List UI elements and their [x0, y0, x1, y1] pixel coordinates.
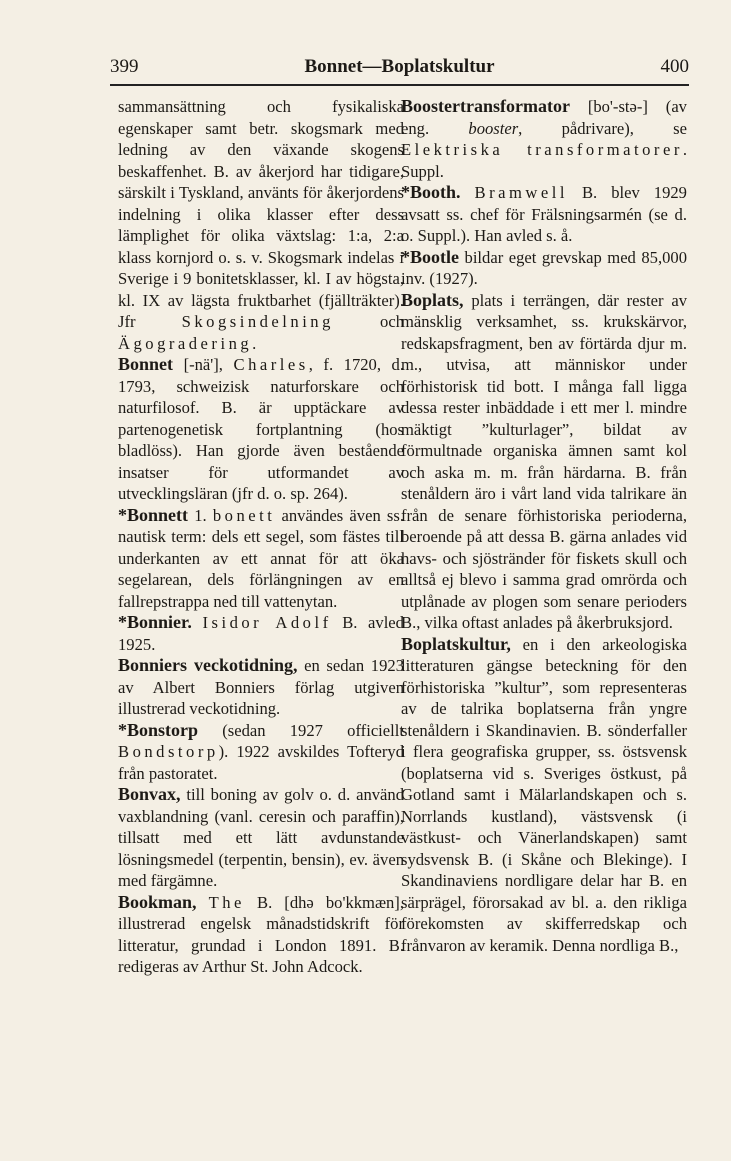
entry-boostertransformator: [401, 96, 687, 182]
entry-text: till boning av golv o. d. använd vaxblandning (vanl. ceresin och paraffin), tillsatt med ett lätt avdunstande lösningsmedel (terpentin, bensin), ev. även med färgämne.: [118, 785, 404, 890]
headword: *Bonnett: [118, 504, 189, 525]
right-column: [401, 96, 687, 956]
page-title: Bonnet—Boplatskultur: [304, 56, 495, 77]
entry-bonvax: [118, 784, 404, 892]
header-rule: [110, 84, 689, 86]
entry-bookman: [118, 892, 404, 978]
headword: Bonvax,: [118, 784, 181, 804]
entry-booth: [401, 182, 687, 247]
headword: Bookman,: [118, 891, 197, 912]
entry-text: 1.: [194, 505, 207, 525]
entry-boplatskultur: [401, 634, 687, 957]
entry-boplats: [401, 290, 687, 634]
cross-reference: Ägogradering: [118, 333, 253, 353]
entry-text: .: [252, 333, 257, 353]
pronunciation: [-nä'],: [183, 355, 223, 374]
entry-text: , pådrivare), se: [518, 118, 688, 138]
entry-text: en i den arkeologiska litteraturen gängse beteckning för den förhistoriska ”kultur”, som representeras av de talrika boplatserna från yngre stenåldern i Skandinavien. B. sönderfaller i flera geografiska grupper, ss. östsvensk (boplatserna vid s. Sveriges östkust, på Gotland samt i Mälarlandskapen och s. Norrlands kustland), västsvensk (i västkust- och Vänerlandskapen) samt sydsvensk B. (i Skåne och Blekinge). I Skandinaviens nordligare delar har B. en särprägel, förorsakad av bl. a. den rikliga förekomsten av skifferredskap och frånvaron av keramik. Denna nordliga B.,: [401, 634, 687, 955]
headword: *Bonstorp: [118, 719, 199, 740]
entry-text: plats i terrängen, där rester av mänsklig verksamhet, ss. krukskärvor, redskapsfragment, ben av förtärda djur m. m., utvisa, att människor under förhistorisk tid bott. I många fall ligga dessa rester inbäddade i ett mer l. mindre mäktigt ”kulturlager”, bildat av förmultnade organiska ämnen samt kol och aska m. m. från härdarna. B. från stenåldern äro i vårt land vida talrikare än från de senare förhistoriska perioderna, beroende på att dessa B. gärna anlades vid havs- och sjöstränder för fiskets skull och alltså ej blevo i samma grad omrörda och utplånade av plogen som senare perioders B., vilka oftast anlades på åkerbruksjord.: [401, 290, 687, 632]
entry-bonnet: [118, 354, 404, 505]
entry-text: (sedan 1927 officiellt: [222, 720, 404, 740]
entry-text: B. [dhə bo'kkmæn], illustrerad engelsk månadstidskrift för litteratur, grundad i London 1891. B. redigeras av Arthur St. John Adcock.: [118, 892, 404, 976]
entry-text: bildar eget grevskap med 85,000 inv. (1927).: [401, 247, 687, 288]
headword: *Booth.: [401, 182, 461, 202]
entry-bonstorp: [118, 720, 404, 785]
entry-bootle: [401, 247, 687, 290]
page-number-left: 399: [110, 56, 139, 77]
spaced-name: Bramwell: [474, 183, 568, 202]
pronunciation: [bo'-stə-] (av eng.: [401, 97, 687, 138]
headword: Bonnet: [118, 354, 174, 374]
headword: Boplats,: [401, 289, 464, 310]
spaced-name: Isidor Adolf: [202, 613, 332, 632]
cross-reference: Skogsindelning: [181, 312, 334, 331]
entry-text: , f. 1720, d. 1793, schweizisk naturforskare och naturfilosof. B. är upptäckare av partenogenetisk fortplantning (hos bladlöss). Han gjorde även bestående insatser för utformandet av utvecklingsläran (jfr d. o. sp. 264).: [118, 355, 404, 503]
page-number-right: 400: [660, 56, 689, 77]
headword: Boostertransformator: [401, 96, 570, 116]
cross-reference: Elektriska transformatorer: [401, 140, 683, 159]
entry-text: och: [380, 312, 404, 331]
headword: *Bootle: [401, 246, 459, 267]
entry-text: ). 1922 avskildes Tofteryd från pastoratet.: [118, 742, 404, 783]
headword: Boplatskultur,: [401, 633, 511, 654]
entry-text: användes även ss. nautisk term: dels ett segel, som fästes till underkanten av ett annat för att öka segelarean, dels förlängningen av en fallrepstrappa ned till vattenytan.: [118, 505, 404, 611]
spaced-word: bonett: [212, 505, 276, 525]
spaced-name: Charles: [233, 355, 309, 374]
entry-bonniers-veckotidning: [118, 655, 404, 720]
entry-text: B. avled 1925.: [118, 613, 404, 654]
running-header: [110, 56, 689, 82]
entry-text: sammansättning och fysikaliska egenskaper samt betr. skogsmark med ledning av den växande skogens beskaffenhet. B. av åkerjord har tidigare, särskilt i Tyskland, använts för åkerjordens indelning i olika klasser efter dess lämplighet för olika växtslag: 1:a, 2:a klass kornjord o. s. v. Skogsmark indelas i Sverige i 9 bonitetsklasser, kl. I av högsta, kl. IX av lägsta fruktbarhet (fjällträkter). Jfr: [118, 97, 404, 331]
entry-text: . Suppl.: [401, 140, 687, 181]
entry-continuation: [118, 96, 404, 354]
italic-term: booster: [468, 118, 519, 138]
headword: Bonniers veckotidning,: [118, 655, 298, 675]
entry-bonnier: [118, 612, 404, 655]
entry-bonnett: [118, 505, 404, 613]
headword: *Bonnier.: [118, 612, 192, 632]
spaced-name: The: [208, 892, 245, 912]
spaced-word: Bondstorp: [118, 742, 219, 761]
left-column: [118, 96, 404, 978]
entry-text: B. blev 1929 avsatt ss. chef för Frälsningsarmén (se d. o. Suppl.). Han avled s. å.: [401, 183, 687, 245]
entry-text: en sedan 1923 av Albert Bonniers förlag utgiven illustrerad veckotidning.: [118, 656, 404, 718]
